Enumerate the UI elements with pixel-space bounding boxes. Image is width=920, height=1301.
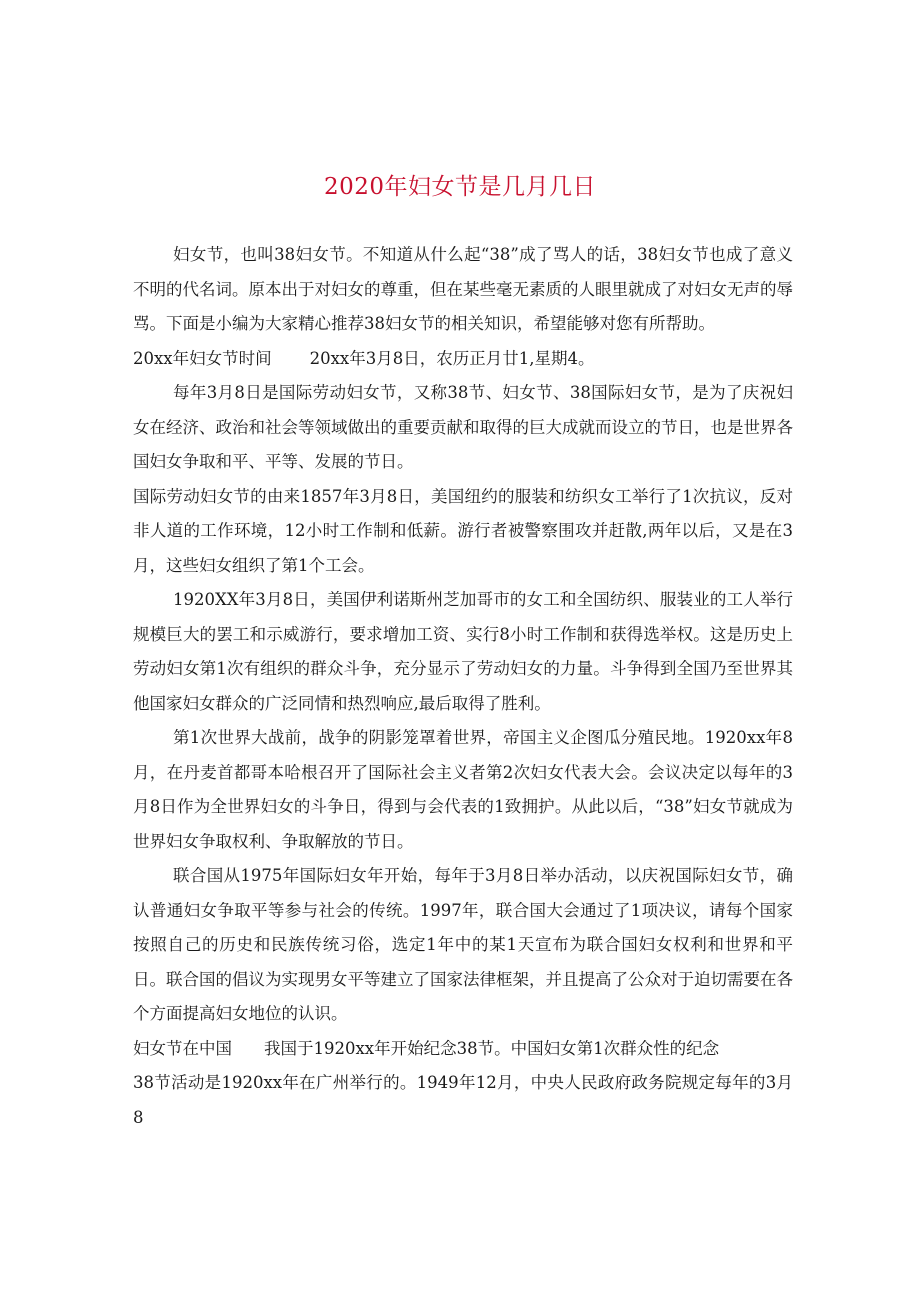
- document-body: [133, 238, 793, 1135]
- paragraph-chicago: 1920XX年3月8日，美国伊利诺斯州芝加哥市的女工和全国纺织、服装业的工人举行规模巨大的罢工和示威游行，要求增加工资、实行8小时工作制和获得选举权。这是历史上劳动妇女第1次有组织的群众斗争，充分显示了劳动妇女的力量。斗争得到全国乃至世界其他国家妇女群众的广泛同情和热烈响应,最后取得了胜利。: [133, 590, 793, 713]
- china-line: [133, 1032, 793, 1067]
- last-line: 38节活动是1920xx年在广州举行的。1949年12月，中央人民政府政务院规定每年的3月8: [133, 1073, 793, 1127]
- time-line-label: 20xx年妇女节时间: [133, 348, 272, 368]
- page-title: 2020年妇女节是几月几日: [323, 174, 597, 200]
- paragraph-origin: 国际劳动妇女节的由来1857年3月8日，美国纽约的服装和纺织女工举行了1次抗议，反对非人道的工作环境，12小时工作制和低薪。游行者被警察围攻并赶散,两年以后，又是在3月，这些妇女组织了第1个工会。: [133, 486, 793, 575]
- time-line-value: 20xx年3月8日，农历正月廿1,星期4。: [309, 348, 595, 368]
- paragraph-copenhagen: 第1次世界大战前，战争的阴影笼罩着世界，帝国主义企图瓜分殖民地。1920xx年8月，在丹麦首都哥本哈根召开了国际社会主义者第2次妇女代表大会。会议决定以每年的3月8日作为全世界妇女的斗争日，得到与会代表的1致拥护。从此以后，“38”妇女节就成为世界妇女争取权利、争取解放的节日。: [133, 728, 793, 851]
- paragraph-definition: 每年3月8日是国际劳动妇女节，又称38节、妇女节、38国际妇女节，是为了庆祝妇女在经济、政治和社会等领域做出的重要贡献和取得的巨大成就而设立的节日，也是世界各国妇女争取和平、平等、发展的节日。: [133, 383, 793, 471]
- china-line-value: 我国于1920xx年开始纪念38节。中国妇女第1次群众性的纪念: [264, 1038, 720, 1058]
- paragraph-un: 联合国从1975年国际妇女年开始，每年于3月8日举办活动，以庆祝国际妇女节，确认普通妇女争取平等参与社会的传统。1997年，联合国大会通过了1项决议，请每个国家按照自己的历史和民族传统习俗，选定1年中的某1天宣布为联合国妇女权利和世界和平日。联合国的倡议为实现男女平等建立了国家法律框架，并且提高了公众对于迫切需要在各个方面提高妇女地位的认识。: [133, 866, 793, 1023]
- time-line: [133, 342, 793, 377]
- china-line-label: 妇女节在中国: [133, 1038, 232, 1058]
- paragraph-intro: 妇女节，也叫38妇女节。不知道从什么起“38”成了骂人的话，38妇女节也成了意义不明的代名词。原本出于对妇女的尊重，但在某些毫无素质的人眼里就成了对妇女无声的辱骂。下面是小编为大家精心推荐38妇女节的相关知识，希望能够对您有所帮助。: [133, 245, 793, 333]
